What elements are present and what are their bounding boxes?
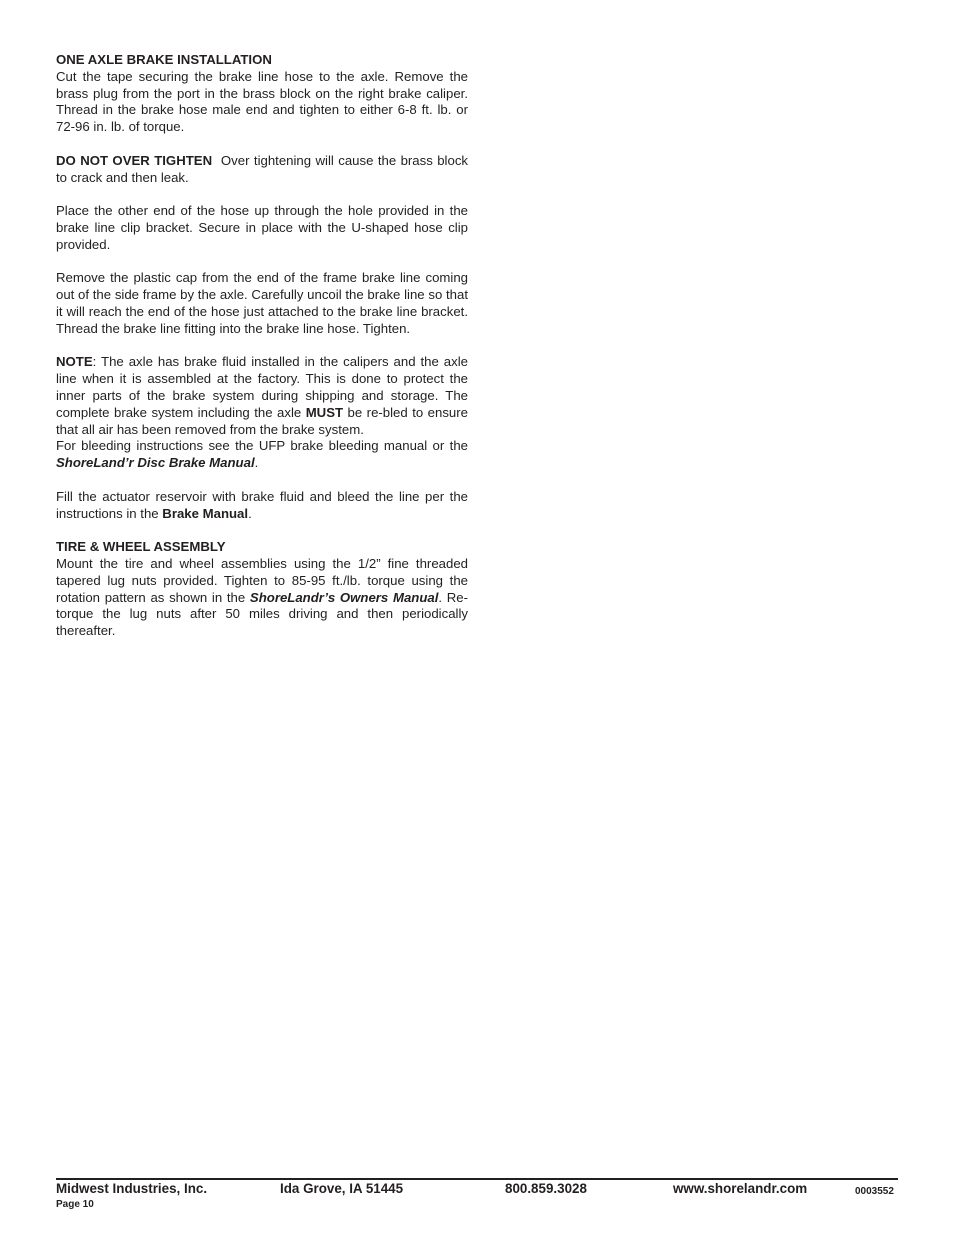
- fill-paragraph: [56, 489, 468, 523]
- footer-doc-code: 0003552: [855, 1186, 894, 1197]
- section-heading-tire-wheel: TIRE & WHEEL ASSEMBLY: [56, 539, 226, 555]
- tire-text-1: Mount the tire and wheel assemblies using the 1/2” fine threaded tapered lug nuts provided. Tighten to 85-95 ft./lb. torque using the rotation pattern as shown in the: [56, 555, 468, 605]
- footer-divider: [56, 1178, 898, 1180]
- fill-manual: Brake Manual: [162, 505, 249, 521]
- warning-label: DO NOT OVER TIGHTEN: [56, 152, 213, 168]
- note-label: NOTE: [56, 354, 93, 370]
- section-heading-axle-brake: ONE AXLE BRAKE INSTALLATION: [56, 52, 272, 67]
- tire-text-2: . Re-torque the lug nuts after 50 miles driving and then periodically thereafter.: [56, 589, 469, 639]
- note-text-1: : The axle has brake fluid installed in the calipers and the axle line when it is assembled at the factory. This is done to protect the inner parts of the brake system during shipping and storage. The complete brake system including the axle: [56, 354, 468, 420]
- fill-end: .: [248, 505, 252, 521]
- tire-paragraph: [56, 556, 468, 640]
- warning-text: Over tightening will cause the brass block to crack and then leak.: [56, 152, 469, 185]
- fill-text: Fill the actuator reservoir with brake fluid and bleed the line per the instructions in the: [56, 488, 468, 521]
- footer-website: www.shorelandr.com: [673, 1181, 808, 1196]
- instructions-column: [56, 52, 468, 657]
- paragraph-hose-clip: Place the other end of the hose up through the hole provided in the brake line clip bracket. Secure in place with the U-shaped hose clip provided.: [56, 203, 468, 252]
- note-must: MUST: [305, 404, 344, 420]
- brake-manual-title: ShoreLand’r Disc Brake Manual: [56, 455, 255, 471]
- bleeding-paragraph: [56, 438, 468, 472]
- bleeding-text: For bleeding instructions see the UFP brake bleeding manual or the: [56, 438, 468, 454]
- footer-city: Ida Grove, IA 51445: [280, 1181, 404, 1196]
- paragraph-frame-brake-line: Remove the plastic cap from the end of the frame brake line coming out of the side frame by the axle. Carefully uncoil the brake line so that it will reach the end of the hose just attached to the brake line bracket. Thread the brake line fitting into the brake line hose. Tighten.: [56, 270, 468, 336]
- bleeding-end: .: [254, 455, 259, 471]
- footer-company: Midwest Industries, Inc.: [56, 1181, 208, 1196]
- note-paragraph: [56, 354, 468, 438]
- warning-paragraph: [56, 153, 468, 187]
- page-number: Page 10: [56, 1199, 94, 1210]
- owners-manual-title: ShoreLandr’s Owners Manual: [249, 589, 439, 605]
- paragraph-brake-hose: Cut the tape securing the brake line hose to the axle. Remove the brass plug from the port in the brass block on the right brake caliper. Thread in the brake hose male end and tighten to either 6-8 ft. lb. or 72-96 in. lb. of torque.: [56, 68, 468, 135]
- footer-phone: 800.859.3028: [505, 1181, 587, 1196]
- note-text-2: be re-bled to ensure that all air has been removed from the brake system.: [56, 404, 468, 437]
